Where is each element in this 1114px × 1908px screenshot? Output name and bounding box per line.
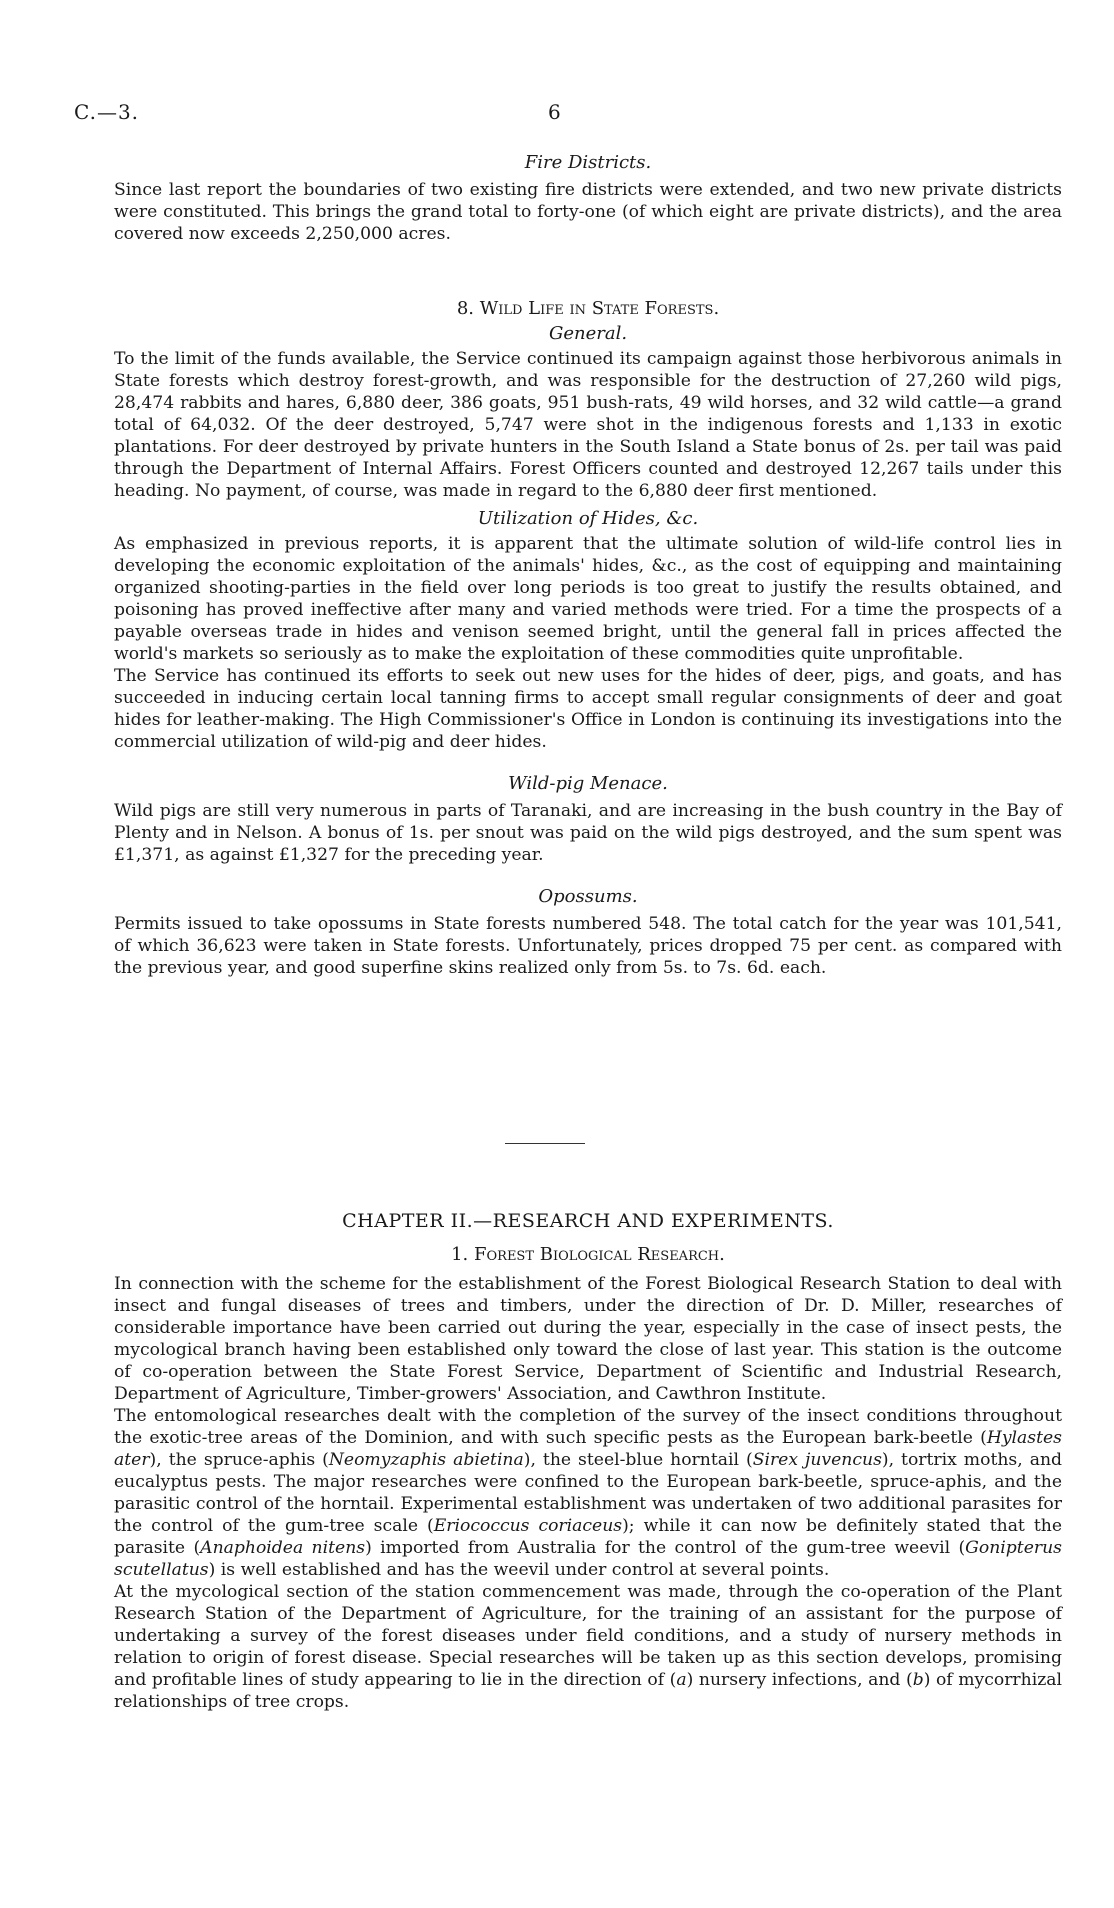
general-heading: General.	[548, 323, 628, 344]
fire-districts-heading: Fire Districts.	[524, 152, 652, 173]
wild-pig-paragraph: Wild pigs are still very numerous in parts of Taranaki, and are increasing in the bush country in the Bay of Plenty and in Nelson. A bonus of 1s. per snout was paid on the wild pigs destroyed, and the sum spent was £1,371, as against £1,327 for the preceding year.	[114, 801, 1062, 865]
research-paragraph-2	[114, 1405, 1062, 1581]
text-run: ); while it can now be definitely stated that the parasite (	[114, 1516, 1062, 1558]
text-run: ), the spruce-aphis (	[149, 1450, 329, 1470]
research-paragraph-1: In connection with the scheme for the establishment of the Forest Biological Research Station to deal with insect and fungal diseases of trees and timbers, under the direction of Dr. D. Miller, researches of considerable importance have been carried out during the year, especially in the case of insect pests, the mycological branch having been established only toward the close of last year. This station is the outcome of co-operation between the State Forest Service, Department of Scientific and Industrial Research, Department of Agriculture, Timber-growers' Association, and Cawthron Institute.	[114, 1274, 1062, 1404]
opossums-paragraph: Permits issued to take opossums in State forests numbered 548. The total catch for the year was 101,541, of which 36,623 were taken in State forests. Unfortunately, prices dropped 75 per cent. as compared with the previous year, and good superfine skins realized only from 5s. to 7s. 6d. each.	[114, 914, 1062, 978]
document-reference: C.—3.	[74, 100, 140, 124]
text-run: ) of mycorrhizal relationships of tree crops.	[114, 1670, 1062, 1712]
hides-heading: Utilization of Hides, &c.	[477, 508, 699, 529]
species-name: Gonipterus scutellatus	[114, 1538, 1062, 1580]
forest-biological-research-heading: 1. Forest Biological Research.	[451, 1244, 725, 1265]
text-run: ), tortrix moths, and eucalyptus pests. The major researches were confined to the European bark-beetle, spruce-aphis, and the parasitic control of the horntail. Experimental establishment was undertaken of two additional parasites for the control of the gum-tree scale (	[114, 1450, 1063, 1536]
research-paragraph-3	[114, 1581, 1062, 1713]
species-name: Hylastes ater	[114, 1428, 1062, 1470]
text-run: ) imported from Australia for the control of the gum-tree weevil (	[365, 1538, 966, 1558]
wild-life-heading: 8. Wild Life in State Forests.	[456, 298, 720, 319]
fire-districts-section	[114, 152, 1062, 245]
list-marker: a	[676, 1670, 687, 1690]
text-run: The entomological researches dealt with the completion of the survey of the insect conditions throughout the exotic-tree areas of the Dominion, and with such specific pests as the European bark-beetle (	[114, 1406, 1062, 1448]
text-run: ), the steel-blue horntail (	[523, 1450, 753, 1470]
opossums-heading: Opossums.	[538, 886, 638, 907]
chapter-title: CHAPTER II.—RESEARCH AND EXPERIMENTS.	[342, 1210, 834, 1232]
fire-districts-paragraph: Since last report the boundaries of two existing fire districts were extended, and two new private districts were constituted. This brings the grand total to forty-one (of which eight are private districts), and the area covered now exceeds 2,250,000 acres.	[114, 180, 1062, 244]
text-run: ) nursery infections, and (	[686, 1670, 913, 1690]
hides-paragraph-1: As emphasized in previous reports, it is apparent that the ultimate solution of wild-life control lies in developing the economic exploitation of the animals' hides, &c., as the cost of equipping and maintaining organized shooting-parties in the field over long periods is too great to justify the results obtained, and poisoning has proved ineffective after many and varied methods were tried. For a time the prospects of a payable overseas trade in hides and venison seemed bright, until the general fall in prices affected the world's markets so seriously as to make the exploitation of these commodities quite unprofitable.	[114, 534, 1062, 664]
list-marker: b	[912, 1670, 924, 1690]
chapter-two-section	[114, 1210, 1062, 1713]
hides-paragraph-2: The Service has continued its efforts to seek out new uses for the hides of deer, pigs, and goats, and has succeeded in inducing certain local tanning firms to accept small regular consignments of deer and goat hides for leather-making. The High Commissioner's Office in London is continuing its investigations into the commercial utilization of wild-pig and deer hides.	[114, 666, 1062, 752]
species-name: Sirex juvencus	[752, 1450, 882, 1470]
species-name: Eriococcus coriaceus	[433, 1516, 623, 1536]
text-run: At the mycological section of the station commencement was made, through the co-operation of the Plant Research Station of the Department of Agriculture, for the training of an assistant for the purpose of undertaking a survey of the forest diseases under field conditions, and a study of nursery methods in relation to origin of forest disease. Special researches will be taken up as this section develops, promising and profitable lines of study appearing to lie in the direction of (	[114, 1582, 1062, 1690]
page-number: 6	[548, 100, 562, 124]
text-run: ) is well established and has the weevil under control at several points.	[208, 1560, 830, 1580]
species-name: Anaphoidea nitens	[200, 1538, 366, 1558]
general-paragraph: To the limit of the funds available, the Service continued its campaign against those herbivorous animals in State forests which destroy forest-growth, and was responsible for the destruction of 27,260 wild pigs, 28,474 rabbits and hares, 6,880 deer, 386 goats, 951 bush-rats, 49 wild horses, and 32 wild cattle—a grand total of 64,032. Of the deer destroyed, 5,747 were shot in the indigenous forests and 1,133 in exotic plantations. For deer destroyed by private hunters in the South Island a State bonus of 2s. per tail was paid through the Department of Internal Affairs. Forest Officers counted and destroyed 12,267 tails under this heading. No payment, of course, was made in regard to the 6,880 deer first mentioned.	[114, 349, 1062, 501]
wild-pig-heading: Wild-pig Menace.	[508, 773, 668, 794]
wild-life-section	[114, 298, 1062, 979]
species-name: Neomyzaphis abietina	[328, 1450, 524, 1470]
section-divider	[505, 1143, 585, 1144]
